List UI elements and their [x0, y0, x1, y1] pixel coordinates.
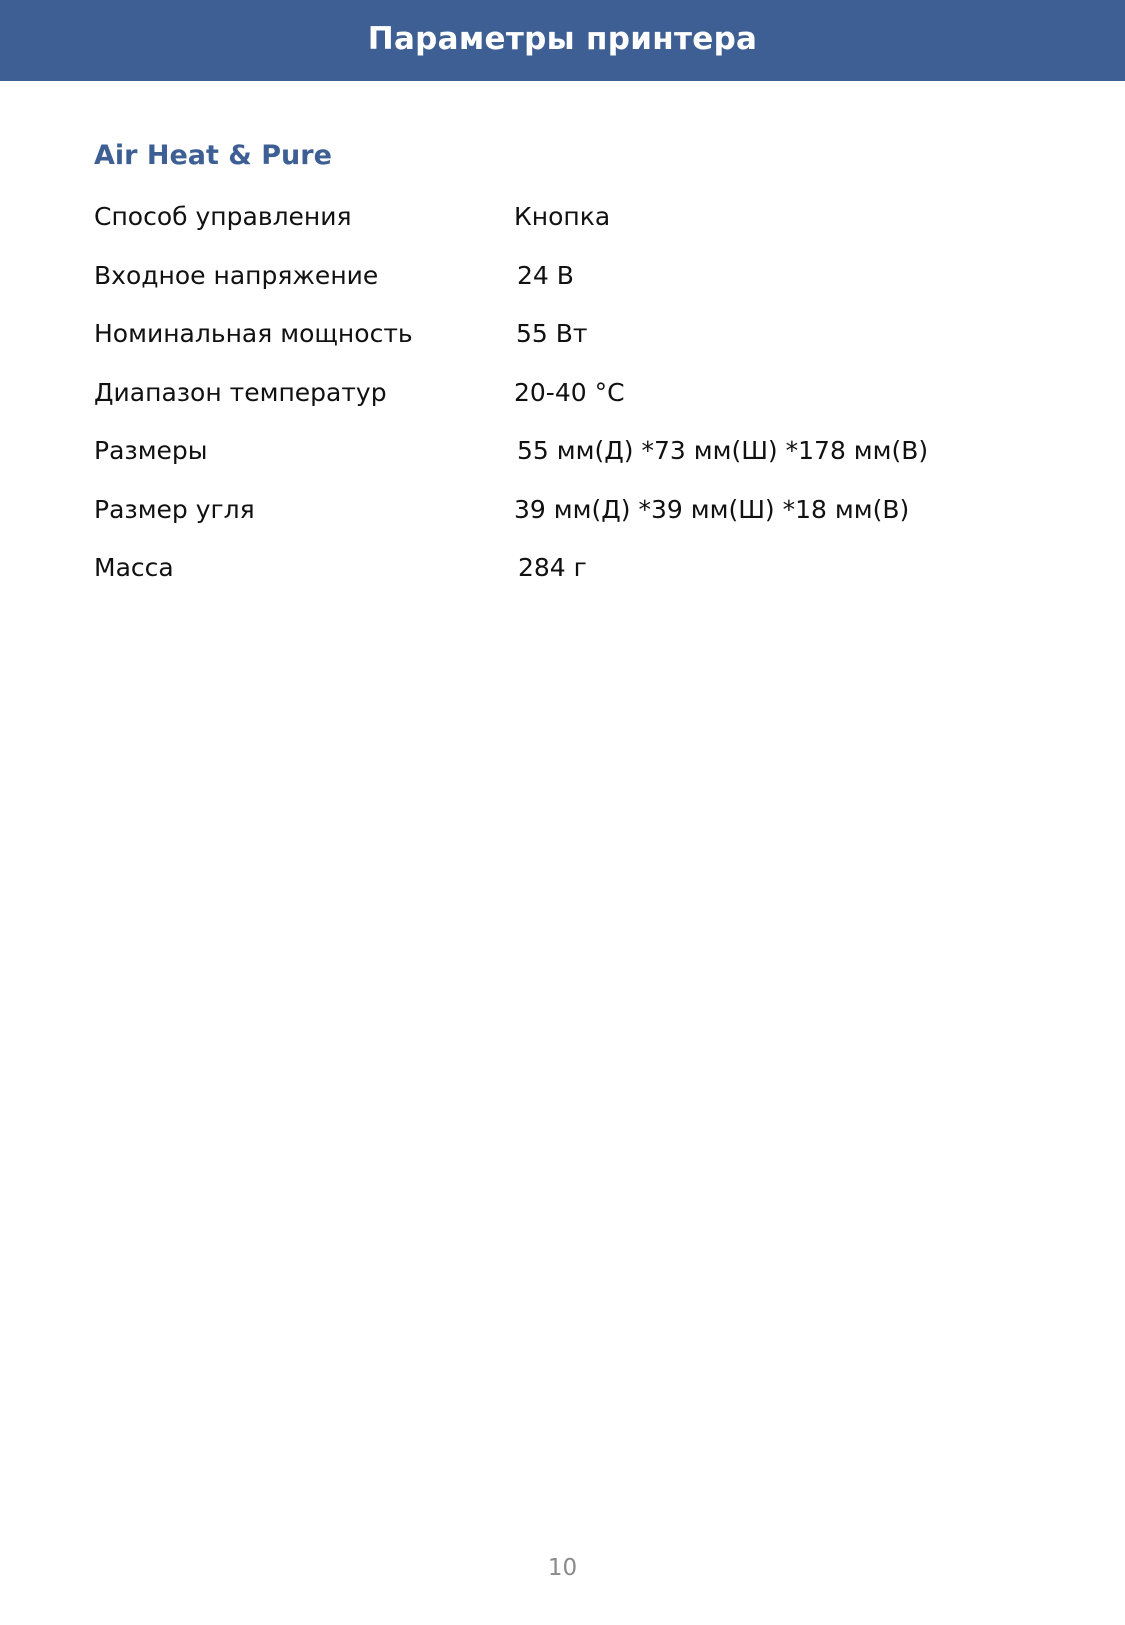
spec-label: Диапазон температур — [94, 377, 387, 407]
spec-row-control-method — [94, 202, 1034, 261]
spec-value: 55 Вт — [516, 319, 588, 348]
spec-value: 284 г — [518, 553, 587, 582]
spec-value: 24 В — [517, 260, 574, 290]
section-title: Air Heat & Pure — [94, 140, 332, 171]
spec-label: Масса — [94, 553, 174, 582]
spec-row-rated-power — [94, 319, 1034, 378]
spec-row-input-voltage — [94, 261, 1034, 320]
spec-row-weight — [94, 553, 1034, 612]
spec-value: Кнопка — [514, 202, 611, 231]
spec-value: 39 мм(Д) *39 мм(Ш) *18 мм(В) — [514, 494, 910, 524]
spec-label: Способ управления — [94, 202, 352, 231]
spec-value: 55 мм(Д) *73 мм(Ш) *178 мм(В) — [517, 436, 929, 465]
spec-label: Размеры — [94, 436, 208, 465]
spec-table — [94, 202, 1034, 612]
spec-label: Размер угля — [94, 494, 255, 524]
page-title: Параметры принтера — [367, 20, 758, 57]
spec-row-temperature-range — [94, 378, 1034, 437]
spec-row-charcoal-size — [94, 495, 1034, 554]
spec-label: Входное напряжение — [94, 260, 379, 290]
header-bar — [0, 0, 1125, 81]
spec-row-dimensions — [94, 436, 1034, 495]
spec-label: Номинальная мощность — [94, 319, 413, 348]
page-number: 10 — [547, 1555, 578, 1581]
spec-value: 20-40 °C — [514, 377, 625, 407]
